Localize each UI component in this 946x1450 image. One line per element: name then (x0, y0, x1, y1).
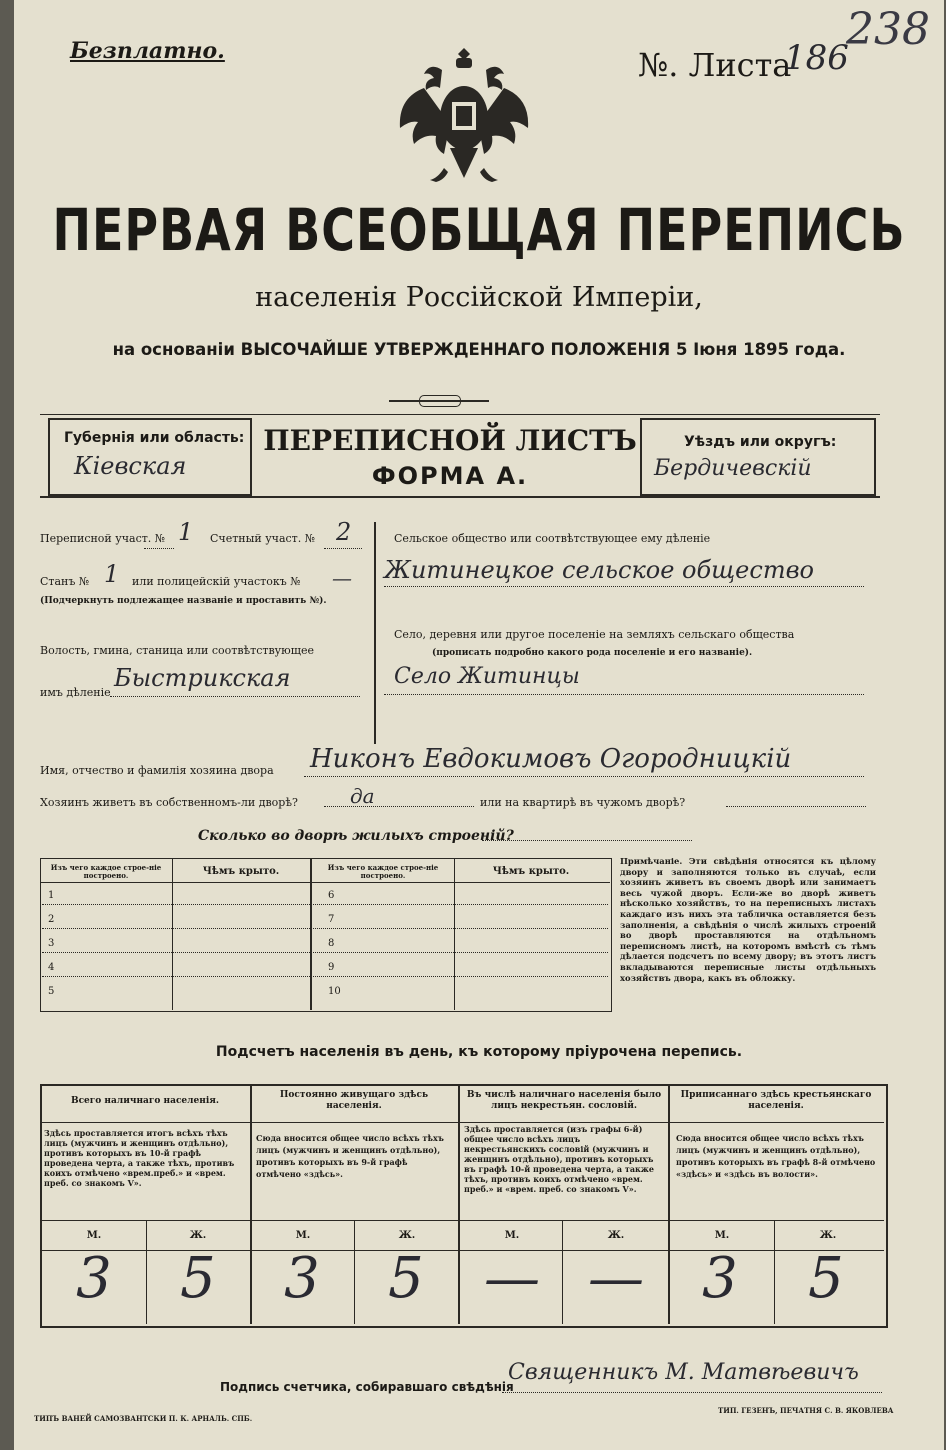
count-col3-desc: Здѣсь проставляется (изъ графы 6-й) общее число всѣхъ лицъ некрестьянскихъ сословій (мужчинъ и женщинъ отдѣльно), противъ которыхъ въ графѣ 10-й проведена черта, а также тѣхъ, противъ коихъ отмѣчено «врем. преб.» и «врем. преб. со знакомъ V». (464, 1124, 654, 1194)
count-col1-f-label: Ж. (189, 1230, 207, 1241)
owner-name-label: Имя, отчество и фамилія хозяина двора (40, 764, 274, 777)
own-yard-label: Хозяинъ живетъ въ собственномъ-ли дворѣ? (40, 796, 298, 809)
rented-yard-label: или на квартирѣ въ чужомъ дворѣ? (480, 796, 686, 809)
count-col2-header: Постоянно живущаго здѣсь населенія. (279, 1090, 429, 1111)
count-col3-m-value: — (484, 1246, 540, 1311)
building-row-10: 10 (328, 986, 341, 997)
volost-label: Волость, гмина, станица или соотвѣтствующее (40, 644, 314, 657)
uchastok-value: 1 (178, 518, 194, 546)
building-row-1: 1 (48, 890, 55, 901)
building-row-5: 5 (48, 986, 55, 997)
own-yard-value: да (350, 784, 375, 808)
obshchestvo-label: Сельское общество или соотвѣтствующее ему дѣленіе (394, 532, 711, 545)
volost-label-2: имъ дѣленіе (40, 686, 111, 699)
count-col4-f-label: Ж. (819, 1230, 837, 1241)
count-col1-desc: Здѣсь проставляется итогъ всѣхъ тѣхъ лицъ (мужчинъ и женщинъ отдѣльно), противъ которыхъ въ 10-й графѣ проведена черта, а также тѣхъ, противъ коихъ отмѣчено «врем.преб.» и «врем. преб. со знакомъ V». (44, 1128, 235, 1188)
census-title: ПЕРВАЯ ВСЕОБЩАЯ ПЕРЕПИСЬ (52, 196, 906, 264)
building-row-8: 8 (328, 938, 335, 949)
fields-divider (374, 522, 376, 744)
count-col3-header: Въ числѣ наличнаго населенія было лицъ некрестьян. сословій. (466, 1090, 662, 1111)
uchastok-label: Переписной участ. № (40, 532, 166, 545)
sheet-number-label: №. Листа (638, 46, 792, 84)
building-row-7: 7 (328, 914, 335, 925)
count-col2-f-value: 5 (388, 1246, 424, 1311)
buildings-note: Примѣчаніе. Эти свѣдѣнія относятся къ цѣлому двору и заполняются только въ случаѣ, если хозяинъ живетъ въ своемъ дворѣ или занимаетъ весь чужой дворъ. Если-же во дворѣ живетъ нѣсколько хозяйствъ, то на переписныхъ листахъ каждаго изъ нихъ эта табличка оставляется безъ заполненія, а свѣдѣнія о числѣ жилыхъ строеній во дворѣ проставляются на отдѣльномъ переписномъ листѣ, на которомъ вмѣстѣ съ тѣмъ дѣлается подсчетъ по всему двору; въ этотъ листъ вкладываются переписные листы отдѣльныхъ хозяйствъ двора, какъ въ обложку. (620, 856, 876, 983)
uezd-label: Уѣздъ или округъ: (684, 434, 837, 450)
gubernia-value: Кіевская (74, 452, 187, 480)
stan-value: 1 (104, 560, 120, 588)
form-subtitle: ФОРМА А. (371, 462, 529, 490)
double-headed-eagle-emblem (394, 40, 534, 190)
count-col2-f-label: Ж. (398, 1230, 416, 1241)
building-row-6: 6 (328, 890, 335, 901)
count-col1-header: Всего наличнаго населенія. (70, 1096, 220, 1106)
count-col1-m-label: М. (86, 1230, 102, 1241)
buildings-col4-header: Чѣмъ крыто. (492, 866, 570, 877)
buildings-col3-header: Изъ чего каждое строе-ніе построено. (327, 863, 439, 880)
owner-name-value: Никонъ Евдокимовъ Огородницкій (310, 744, 792, 774)
count-col3-m-label: М. (504, 1230, 520, 1241)
signature-value: Священникъ М. Матвѣевичъ (508, 1360, 859, 1385)
schet-label: Счетный участ. № (210, 532, 316, 545)
form-bottom-rule (40, 496, 880, 498)
selo-note: (прописать подробно какого рода поселеніе и его названіе). (432, 648, 753, 658)
police-label: или полицейскій участокъ № (132, 575, 301, 588)
buildings-label: Сколько во дворѣ жилыхъ строеній? (198, 828, 514, 844)
uezd-value: Бердичевскій (654, 456, 812, 481)
building-row-3: 3 (48, 938, 55, 949)
count-col4-header: Приписаннаго здѣсь крестьянскаго населенія. (680, 1090, 872, 1111)
census-basis: на основаніи ВЫСОЧАЙШЕ УТВЕРЖДЕННАГО ПОЛОЖЕНІЯ 5 Іюня 1895 года. (112, 340, 846, 359)
building-row-2: 2 (48, 914, 55, 925)
ornament-center (419, 395, 461, 407)
signature-label: Подпись счетчика, собиравшаго свѣдѣнія (220, 1380, 514, 1394)
police-value: — (332, 566, 352, 590)
form-top-rule (40, 414, 880, 415)
buildings-col1-header: Изъ чего каждое строе-ніе построено. (50, 863, 162, 880)
count-title: Подсчетъ населенія въ день, къ которому пріурочена перепись. (215, 1044, 743, 1060)
count-col1-f-value: 5 (180, 1246, 216, 1311)
count-col4-desc: Сюда вносится общее число всѣхъ тѣхъ лицъ (мужчинъ и женщинъ отдѣльно), противъ которыхъ въ графѣ 8-й отмѣчено «здѣсь» и «здѣсь въ волости». (676, 1133, 876, 1179)
volost-value: Быстрикская (114, 664, 291, 692)
census-sheet (14, 0, 944, 1450)
selo-label: Село, деревня или другое поселеніе на земляхъ сельскаго общества (394, 628, 795, 641)
count-col2-m-label: М. (295, 1230, 311, 1241)
free-label: Безплатно. (70, 38, 225, 64)
count-col4-f-value: 5 (808, 1246, 844, 1311)
gubernia-label: Губернія или область: (64, 430, 245, 446)
count-col2-desc: Сюда вносится общее число всѣхъ тѣхъ лицъ (мужчинъ и женщинъ отдѣльно), противъ которыхъ въ 9-й графѣ отмѣчено «здѣсь». (256, 1133, 444, 1179)
count-col1-m-value: 3 (76, 1246, 112, 1311)
obshchestvo-value: Житинецкое сельское общество (384, 556, 814, 584)
buildings-col2-header: Чѣмъ крыто. (202, 866, 280, 877)
census-subtitle: населенія Россійской Имперіи, (255, 282, 703, 313)
selo-value: Село Житинцы (394, 664, 580, 689)
count-col3-f-value: — (588, 1246, 644, 1311)
form-title: ПЕРЕПИСНОЙ ЛИСТЪ (263, 424, 637, 457)
stan-label: Станъ № (40, 575, 90, 588)
building-row-9: 9 (328, 962, 335, 973)
printer-left: ТИПЪ ВАНЕЙ САМОЗВАНТСКИ П. К. АРНАЛЬ. СПБ. (34, 1414, 253, 1423)
count-col4-m-label: М. (714, 1230, 730, 1241)
sheet-number-value: 186 (784, 38, 849, 78)
count-col3-f-label: Ж. (607, 1230, 625, 1241)
archive-number: 238 (846, 4, 930, 55)
count-col2-m-value: 3 (284, 1246, 320, 1311)
schet-value: 2 (336, 518, 352, 546)
stan-note: (Подчеркнуть подлежащее названіе и проставить №). (40, 596, 327, 606)
building-row-4: 4 (48, 962, 55, 973)
count-col4-m-value: 3 (702, 1246, 738, 1311)
printer-right: ТИП. ГЕЗЕНЪ, ПЕЧАТНЯ С. В. ЯКОВЛЕВА (718, 1406, 894, 1415)
